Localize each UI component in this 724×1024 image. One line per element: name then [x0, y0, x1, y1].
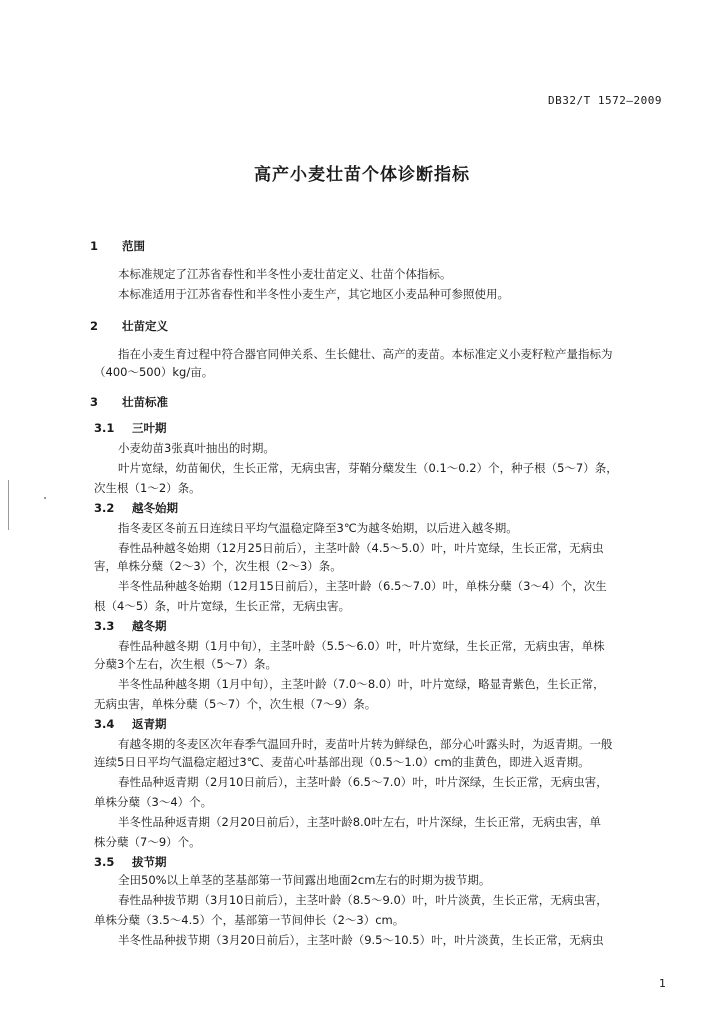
paragraph: 单株分蘖（3～4）个。 — [94, 795, 213, 809]
paragraph: 根（4～5）条，叶片宽绿，生长正常，无病虫害。 — [94, 599, 351, 613]
subsection-title: 越冬始期 — [132, 501, 178, 515]
scan-artifact — [8, 480, 9, 530]
paragraph: 次生根（1～2）条。 — [94, 481, 201, 495]
paragraph: 本标准适用于江苏省春性和半冬性小麦生产，其它地区小麦品种可参照使用。 — [118, 287, 509, 301]
paragraph: 春性品种拔节期（3月10日前后），主茎叶龄（8.5～9.0）叶，叶片淡黄，生长正常，无病虫害， — [118, 893, 608, 907]
section-title: 范围 — [122, 239, 145, 253]
standard-code: DB32/T 1572—2009 — [548, 94, 662, 107]
subsection-number: 3.3 — [94, 619, 115, 633]
subsection-number: 3.2 — [94, 501, 115, 515]
subsection-title: 拔节期 — [132, 855, 167, 869]
paragraph: 半冬性品种拔节期（3月20日前后），主茎叶龄（9.5～10.5）叶，叶片淡黄，生长正常，无病虫 — [118, 933, 604, 947]
section-number: 2 — [90, 319, 99, 333]
paragraph: （400～500）kg/亩。 — [94, 365, 214, 379]
subsection-heading — [94, 500, 178, 516]
paragraph: 株分蘖（7～9）个。 — [94, 835, 201, 849]
paragraph: 无病虫害，单株分蘖（5～7）个，次生根（7～9）条。 — [94, 697, 377, 711]
section-heading — [90, 318, 168, 334]
scan-artifact — [44, 497, 46, 499]
subsection-heading — [94, 420, 167, 436]
page-number: 1 — [659, 977, 666, 990]
section-heading — [90, 394, 168, 410]
subsection-number: 3.4 — [94, 717, 115, 731]
paragraph: 害，单株分蘖（2～3）个，次生根（2～3）条。 — [94, 559, 342, 573]
paragraph: 全田50%以上单茎的茎基部第一节间露出地面2cm左右的时期为拔节期。 — [118, 873, 491, 887]
paragraph: 春性品种返青期（2月10日前后），主茎叶龄（6.5～7.0）叶，叶片深绿，生长正常，无病虫害， — [118, 775, 608, 789]
paragraph: 叶片宽绿，幼苗匍伏，生长正常，无病虫害，芽鞘分蘖发生（0.1～0.2）个，种子根（5～7）条， — [118, 461, 618, 475]
paragraph: 半冬性品种返青期（2月20日前后），主茎叶龄8.0叶左右，叶片深绿，生长正常，无病虫害，单 — [118, 815, 601, 829]
subsection-number: 3.5 — [94, 855, 115, 869]
paragraph: 分蘖3个左右，次生根（5～7）条。 — [94, 657, 277, 671]
paragraph: 有越冬期的冬麦区次年春季气温回升时，麦苗叶片转为鲜绿色，部分心叶露头时，为返青期。一般 — [118, 737, 613, 751]
paragraph: 小麦幼苗3张真叶抽出的时期。 — [118, 441, 275, 455]
section-number: 3 — [90, 395, 99, 409]
paragraph: 春性品种越冬期（1月中旬），主茎叶龄（5.5～6.0）叶，叶片宽绿，生长正常，无病虫害，单株 — [118, 639, 605, 653]
subsection-title: 三叶期 — [132, 421, 167, 435]
paragraph: 指冬麦区冬前五日连续日平均气温稳定降至3℃为越冬始期，以后进入越冬期。 — [118, 521, 518, 535]
document-title: 高产小麦壮苗个体诊断指标 — [254, 165, 470, 185]
subsection-number: 3.1 — [94, 421, 115, 435]
paragraph: 春性品种越冬始期（12月25日前后），主茎叶龄（4.5～5.0）叶，叶片宽绿，生长正常，无病虫 — [118, 541, 604, 555]
subsection-title: 越冬期 — [132, 619, 167, 633]
paragraph: 连续5日日平均气温稳定超过3℃、麦苗心叶基部出现（0.5～1.0）cm的韭黄色，即进入返青期。 — [94, 755, 590, 769]
paragraph: 指在小麦生育过程中符合器官同伸关系、生长健壮、高产的麦苗。本标准定义小麦籽粒产量指标为 — [118, 347, 613, 361]
subsection-heading — [94, 854, 167, 870]
section-number: 1 — [90, 239, 99, 253]
paragraph: 半冬性品种越冬始期（12月15日前后），主茎叶龄（6.5～7.0）叶，单株分蘖（3～4）个，次生 — [118, 579, 607, 593]
paragraph: 单株分蘖（3.5～4.5）个，基部第一节间伸长（2～3）cm。 — [94, 913, 405, 927]
subsection-heading — [94, 716, 167, 732]
subsection-heading — [94, 618, 167, 634]
subsection-title: 返青期 — [132, 717, 167, 731]
section-title: 壮苗定义 — [122, 319, 168, 333]
section-heading — [90, 238, 145, 254]
paragraph: 本标准规定了江苏省春性和半冬性小麦壮苗定义、壮苗个体指标。 — [118, 267, 452, 281]
paragraph: 半冬性品种越冬期（1月中旬），主茎叶龄（7.0～8.0）叶，叶片宽绿，略显青紫色，生长正常， — [118, 677, 605, 691]
section-title: 壮苗标准 — [122, 395, 168, 409]
